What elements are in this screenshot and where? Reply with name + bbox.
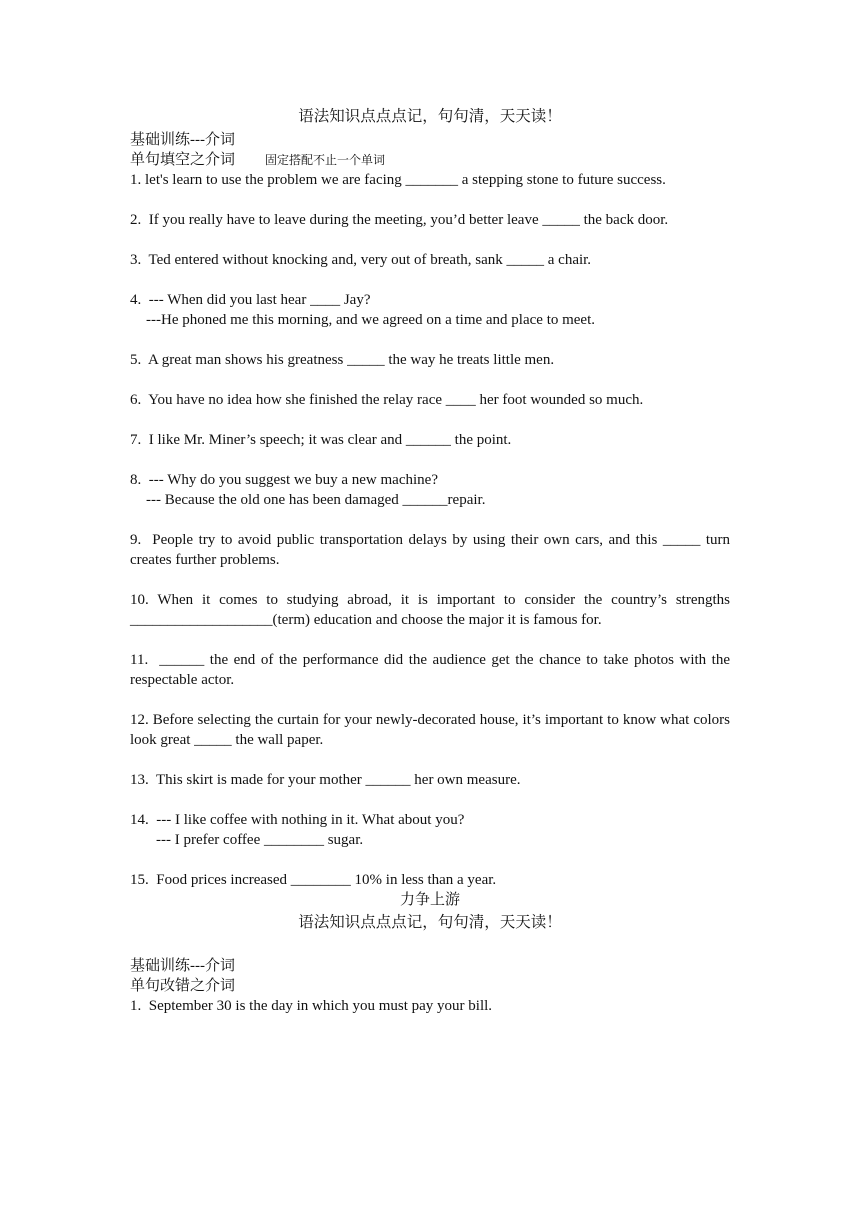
question-7: [130, 430, 730, 450]
question-text: ______ the end of the performance did the audience get the chance to take photos with the respectable actor.: [130, 652, 731, 688]
footer-motto: 力争上游: [399, 892, 460, 908]
question-number: 1.: [130, 998, 142, 1014]
question-text: If you really have to leave during the meeting, you’d better leave _____ the back door.: [148, 212, 669, 228]
question-15: [130, 870, 730, 890]
question-number: 11.: [130, 652, 149, 668]
question-number: 14.: [130, 812, 149, 828]
question-text: Before selecting the curtain for your newly-decorated house, it’s important to know what colors look great _____ the wall paper.: [130, 712, 730, 748]
question-8: [130, 470, 730, 490]
question-number: 3.: [130, 252, 142, 268]
question-text: People try to avoid public transportation delays by using their own cars, and this _____ turn creates further problems.: [130, 532, 731, 568]
question-4-reply: ---He phoned me this morning, and we agreed on a time and place to meet.: [146, 312, 596, 328]
question-5: [130, 350, 730, 370]
page-slogan: 语法知识点点点记，句句清，天天读！: [298, 108, 562, 125]
question-2: [130, 210, 730, 230]
subheading-note: 固定搭配不止一个单词: [265, 153, 386, 167]
document-page: [130, 104, 730, 1016]
question-text: --- Why do you suggest we buy a new machine?: [148, 472, 438, 488]
question-number: 13.: [130, 772, 149, 788]
question-3: [130, 250, 730, 270]
section2-heading: 基础训练---介词: [130, 958, 235, 974]
question-number: 1.: [130, 172, 142, 188]
question-number: 6.: [130, 392, 142, 408]
question-text: When it comes to studying abroad, it is important to consider the country’s strengths ___________________(term) education and choose the major it is famous for.: [130, 592, 730, 628]
question-text: Ted entered without knocking and, very out of breath, sank _____ a chair.: [148, 252, 592, 268]
question-10: [130, 590, 730, 630]
section2-subheading: 单句改错之介词: [130, 978, 236, 994]
subheading-text: 单句填空之介词: [130, 152, 236, 168]
question-text: Food prices increased ________ 10% in less than a year.: [156, 872, 497, 888]
question-number: 10.: [130, 592, 149, 608]
question-number: 12.: [130, 712, 149, 728]
question-1: [130, 170, 730, 190]
question-8-reply: --- Because the old one has been damaged ______repair.: [146, 492, 486, 508]
question-number: 7.: [130, 432, 142, 448]
question-number: 9.: [130, 532, 142, 548]
question-11: [130, 650, 730, 690]
section-subheading: [130, 150, 730, 170]
question-13: [130, 770, 730, 790]
section-heading: 基础训练---介词: [130, 132, 235, 148]
question-text: You have no idea how she finished the relay race ____ her foot wounded so much.: [148, 392, 644, 408]
page-slogan-repeat: 语法知识点点点记，句句清，天天读！: [298, 914, 562, 931]
question-text: I like Mr. Miner’s speech; it was clear and ______ the point.: [148, 432, 512, 448]
question-number: 4.: [130, 292, 142, 308]
question-12: [130, 710, 730, 750]
question-text: This skirt is made for your mother ______ her own measure.: [155, 772, 521, 788]
question-number: 15.: [130, 872, 149, 888]
question-number: 5.: [130, 352, 142, 368]
question-14: [130, 810, 730, 830]
question-number: 2.: [130, 212, 142, 228]
question-9: [130, 530, 730, 570]
question-text: --- When did you last hear ____ Jay?: [148, 292, 371, 308]
question-text: September 30 is the day in which you must pay your bill.: [148, 998, 493, 1014]
question-14-reply: --- I prefer coffee ________ sugar.: [156, 832, 364, 848]
question-text: A great man shows his greatness _____ the way he treats little men.: [147, 352, 555, 368]
question-text: --- I like coffee with nothing in it. What about you?: [156, 812, 465, 828]
correction-question-1: [130, 996, 730, 1016]
question-number: 8.: [130, 472, 142, 488]
question-4: [130, 290, 730, 310]
question-text: let's learn to use the problem we are facing _______ a stepping stone to future success.: [145, 172, 666, 188]
question-6: [130, 390, 730, 410]
